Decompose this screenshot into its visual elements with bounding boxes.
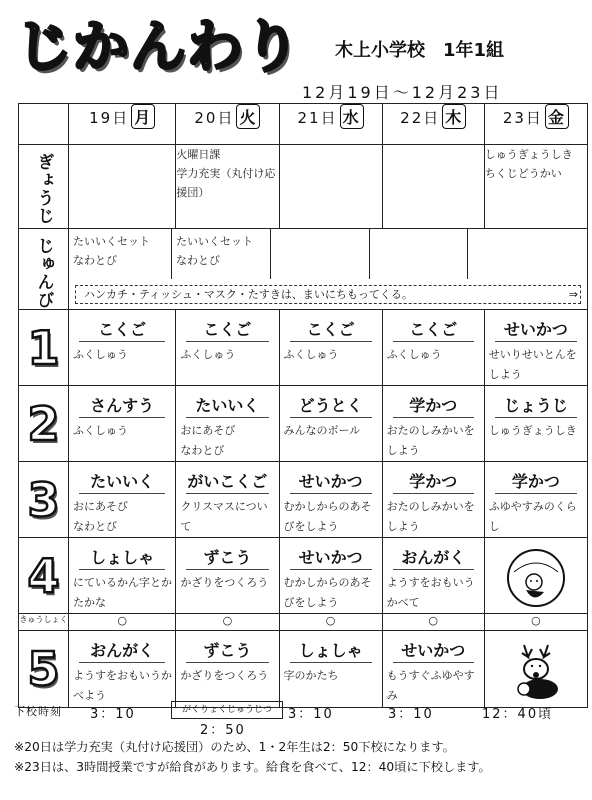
- lesson-cell: こくご ふくしゅう: [69, 310, 176, 386]
- period-row-3: [19, 462, 588, 538]
- lesson-cell: さんすう ふくしゅう: [69, 386, 176, 462]
- period-row-2: [19, 386, 588, 462]
- period-number: 3: [19, 462, 69, 538]
- junbi-cells: [69, 229, 588, 310]
- period-row-5: [19, 631, 588, 708]
- junbi-row: [19, 229, 588, 310]
- lesson-cell: しょしゃ 字のかたち: [279, 631, 382, 708]
- note-line: ※23日は、3時間授業ですが給食があります。給食を食べて、12：40頃に下校します。: [14, 760, 491, 774]
- junbi-cell: たいいくセット なわとび: [69, 229, 172, 279]
- lesson-cell: どうとく みんなのボール: [279, 386, 382, 462]
- kyushoku-mark: ○: [69, 614, 176, 631]
- lesson-cell: おんがく ようすをおもいうかべよう: [69, 631, 176, 708]
- lesson-cell: せいかつ もうすぐふゆやすみ: [382, 631, 484, 708]
- reindeer-illustration: [484, 631, 587, 708]
- day-header: 20日 火: [176, 104, 279, 145]
- junbi-cell: [468, 229, 565, 279]
- kyushoku-mark: ○: [484, 614, 587, 631]
- lesson-cell: ずこう かざりをつくろう: [176, 538, 279, 614]
- dismissal-time: 2：50: [200, 723, 246, 738]
- footer-notes: [14, 737, 584, 777]
- day-header: 21日 水: [279, 104, 382, 145]
- junbi-cell: [271, 229, 370, 279]
- day-header: 23日 金: [484, 104, 587, 145]
- page-title-block: [12, 8, 312, 86]
- gyouji-row: [19, 145, 588, 229]
- dismissal-tag: がくりょくじゅうじつ: [171, 701, 283, 719]
- lesson-cell: こくご ふくしゅう: [279, 310, 382, 386]
- period-row-4: [19, 538, 588, 614]
- school-class: 木上小学校 1年1組: [335, 40, 505, 61]
- dismissal-time: 3：10: [388, 707, 434, 722]
- gyouji-cell: しゅうぎょうしき ちくじどうかい: [484, 145, 587, 229]
- page-title: じかんわり: [16, 15, 301, 80]
- corner-cell: [19, 104, 69, 145]
- lesson-cell: こくご ふくしゅう: [382, 310, 484, 386]
- note-line: ※20日は学力充実（丸付け応援団）のため、1・2年生は2：50下校になります。: [14, 740, 455, 754]
- junbi-cell: [370, 229, 468, 279]
- lesson-cell: せいかつ むかしからのあそびをしよう: [279, 538, 382, 614]
- lesson-cell: がいこくご クリスマスについて: [176, 462, 279, 538]
- lesson-cell: せいかつ むかしからのあそびをしよう: [279, 462, 382, 538]
- gyouji-cell: 火曜日課 学力充実（丸付け応援団）: [176, 145, 279, 229]
- junbi-cell: たいいくセット なわとび: [172, 229, 271, 279]
- period-number: 1: [19, 310, 69, 386]
- gyouji-cell: [279, 145, 382, 229]
- christmas-illustration: [484, 538, 587, 614]
- period-number: 2: [19, 386, 69, 462]
- lesson-cell: 学かつ ふゆやすみのくらし: [484, 462, 587, 538]
- lesson-cell: じょうじ しゅうぎょうしき: [484, 386, 587, 462]
- day-header: 22日 木: [382, 104, 484, 145]
- dismissal-time: 3：10: [288, 707, 334, 722]
- period-row-1: [19, 310, 588, 386]
- daily-items-banner: ハンカチ・ティッシュ・マスク・たすきは、まいにちもってくる。 ⇒: [75, 285, 581, 304]
- arrow-right-icon: ⇒: [568, 288, 578, 301]
- lesson-cell: おんがく ようすをおもいうかべて: [382, 538, 484, 614]
- reindeer-icon: [504, 639, 568, 703]
- junbi-label: じゅんび: [19, 229, 69, 310]
- kyushoku-mark: ○: [382, 614, 484, 631]
- period-number: 4: [19, 538, 69, 614]
- gyouji-cell: [382, 145, 484, 229]
- kyushoku-mark: ○: [176, 614, 279, 631]
- lesson-cell: たいいく おにあそび なわとび: [176, 386, 279, 462]
- lesson-cell: せいかつ せいりせいとんをしよう: [484, 310, 587, 386]
- lesson-cell: こくご ふくしゅう: [176, 310, 279, 386]
- dismissal-label: 下校時刻: [14, 705, 62, 718]
- gyouji-label: ぎょうじ: [19, 145, 69, 229]
- lesson-cell: ずこう かざりをつくろう: [176, 631, 279, 708]
- lesson-cell: しょしゃ にているかん字とかたかな: [69, 538, 176, 614]
- dismissal-time: 3：10: [90, 707, 136, 722]
- kyushoku-mark: ○: [279, 614, 382, 631]
- kyushoku-row: [19, 614, 588, 631]
- gyouji-cell: [69, 145, 176, 229]
- kyushoku-label: きゅうしょく: [19, 614, 69, 631]
- dismissal-time: 12：40頃: [482, 707, 554, 722]
- day-header: 19日 月: [69, 104, 176, 145]
- period-number: 5: [19, 631, 69, 708]
- christmas-ornament-icon: [504, 546, 568, 610]
- lesson-cell: 学かつ おたのしみかいをしよう: [382, 386, 484, 462]
- lesson-cell: たいいく おにあそび なわとび: [69, 462, 176, 538]
- date-range: 12月19日～12月23日: [302, 83, 503, 102]
- lesson-cell: 学かつ おたのしみかいをしよう: [382, 462, 484, 538]
- day-header-row: [19, 104, 588, 145]
- timetable: [18, 103, 588, 708]
